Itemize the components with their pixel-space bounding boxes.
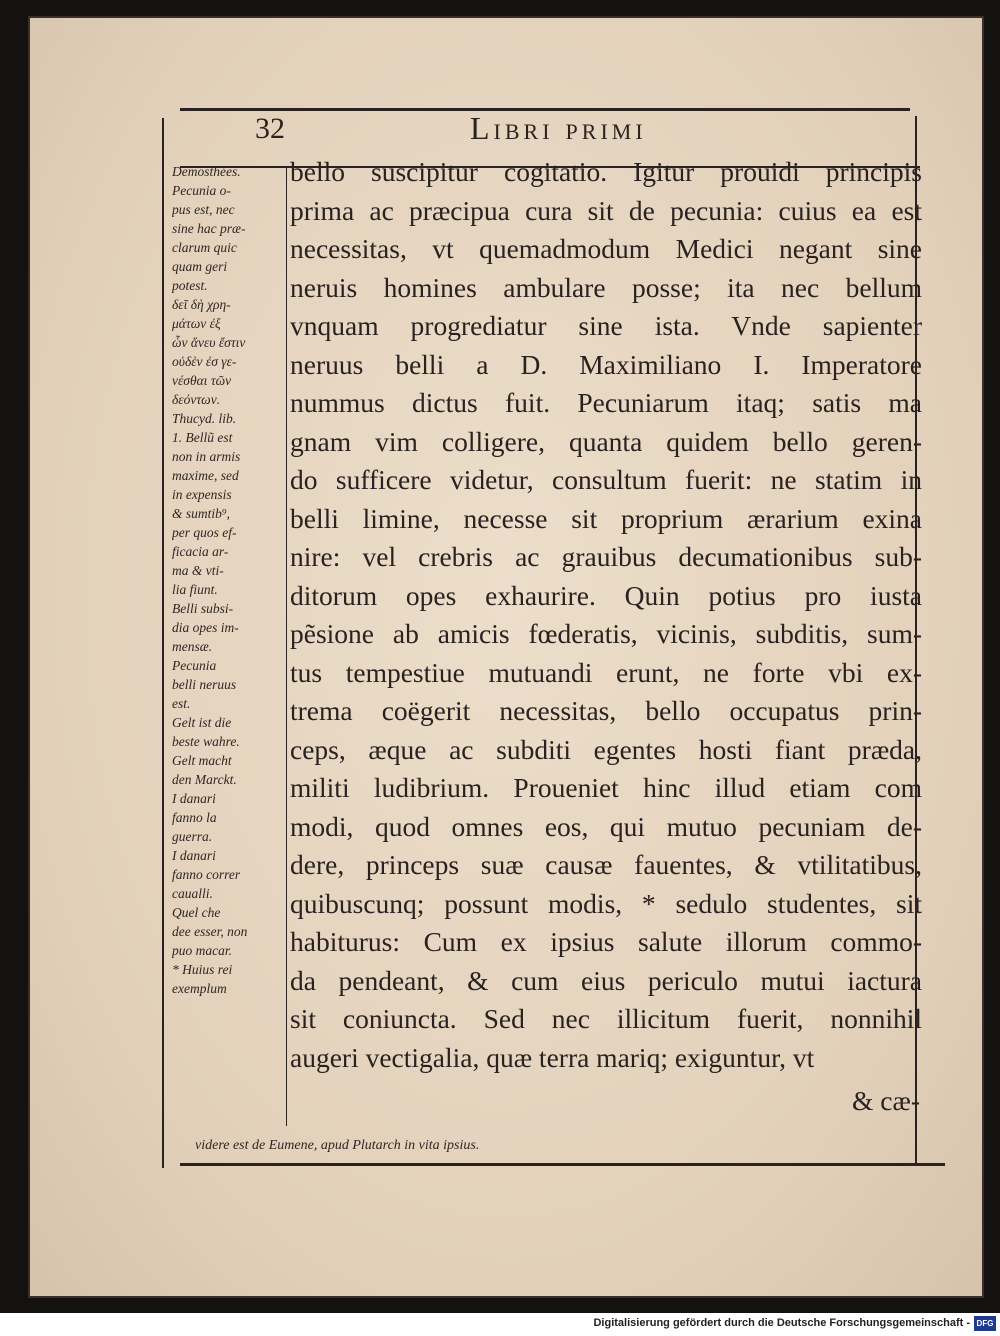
margin-note-line: * Huius rei	[172, 962, 233, 977]
margin-note-line: Gelt macht	[172, 753, 232, 768]
dfg-logo: DFG	[974, 1316, 996, 1331]
margin-note-line: Thucyd. lib.	[172, 411, 237, 426]
text-line: neruis homines ambulare posse; ita nec bellum	[290, 271, 922, 303]
text-line: da pendeant, & cum eius periculo mutui iactura	[290, 964, 922, 996]
page-number: 32	[255, 112, 285, 145]
margin-note-line: est.	[172, 696, 191, 711]
footnote: videre est de Eumene, apud Plutarch in vita ipsius.	[195, 1138, 480, 1153]
margin-note-line: δεόντων.	[172, 392, 221, 407]
margin-note-line: Quel che	[172, 905, 221, 920]
margin-note-line: belli neruus	[172, 677, 237, 692]
text-line: pẽsione ab amicis fœderatis, vicinis, subditis, sum-	[290, 618, 922, 649]
margin-note-line: Gelt ist die	[172, 715, 232, 730]
margin-note-line: & sumtib⁹,	[172, 506, 230, 521]
margin-note-line: potest.	[172, 278, 208, 293]
margin-notes	[172, 162, 292, 998]
text-line: dere, princeps suæ causæ fauentes, & vtilitatibus,	[290, 849, 922, 880]
margin-note-line: δεῖ δὴ χρη-	[172, 297, 231, 312]
text-line: ceps, æque ac subditi egentes hosti fiant præda,	[290, 733, 922, 765]
text-line: modi, quod omnes eos, qui mutuo pecuniam de-	[290, 810, 922, 842]
margin-note-line: guerra.	[172, 829, 213, 844]
text-line: quibuscunq; possunt modis, * sedulo studentes, sit	[290, 887, 922, 919]
text-line: neruus belli a D. Maximiliano I. Imperatore	[290, 348, 922, 380]
running-title: Libri primi	[470, 110, 647, 146]
text-line: habiturus: Cum ex ipsius salute illorum commo-	[290, 926, 922, 957]
footer-bar	[0, 1313, 1000, 1336]
text-line: tus tempestiue mutuandi erunt, ne forte vbi ex-	[290, 656, 922, 688]
margin-note-line: μάτων ἐξ	[172, 316, 221, 331]
text-line: trema coëgerit necessitas, bello occupatus prin-	[290, 695, 922, 726]
footer-credit: Digitalisierung gefördert durch die Deutsche Forschungsgemeinschaft -	[593, 1317, 970, 1329]
margin-note-line: I danari	[172, 848, 216, 863]
margin-note-line: caualli.	[172, 886, 213, 901]
margin-note-line: beste wahre.	[172, 734, 240, 749]
left-border-rule	[162, 118, 164, 1168]
text-line: vnquam progrediatur sine ista. Vnde sapienter	[290, 310, 922, 341]
margin-note-line: I danari	[172, 791, 216, 806]
text-line: nummus dictus fuit. Pecuniarum itaq; satis ma	[290, 387, 922, 418]
margin-note-line: ficacia ar-	[172, 544, 229, 559]
text-line: bello suscipitur cogitatio. Igitur prouidi principis	[290, 156, 922, 187]
margin-note-line: ὧν ἄνευ ἔστιν	[172, 335, 246, 350]
margin-note-line: οὐδὲν ἐσ γε-	[172, 354, 237, 369]
margin-note-line: puo macar.	[172, 943, 232, 958]
margin-note-line: maxime, sed	[172, 468, 239, 483]
margin-note-line: clarum quic	[172, 240, 237, 255]
text-line: augeri vectigalia, quæ terra mariq; exiguntur, vt	[290, 1041, 815, 1073]
margin-note-line: Demosthées.	[172, 164, 241, 179]
catchword: & cæ-	[852, 1085, 920, 1116]
margin-note-line: 1. Bellũ est	[172, 430, 233, 445]
margin-note-line: quam geri	[172, 259, 228, 274]
margin-note-line: νέσθαι τῶν	[172, 373, 232, 388]
text-line: prima ac præcipua cura sit de pecunia: cuius ea est	[290, 194, 922, 226]
margin-note-line: Belli subsi-	[172, 601, 234, 616]
margin-note-line: Pecunia	[172, 658, 217, 673]
margin-note-line: fanno la	[172, 810, 217, 825]
margin-note-line: sine hac præ-	[172, 221, 246, 236]
margin-note-line: exemplum	[172, 981, 227, 996]
margin-note-line: den Marckt.	[172, 772, 237, 787]
text-line: nire: vel crebris ac grauibus decumationibus sub-	[290, 541, 922, 572]
margin-note-line: per quos ef-	[172, 525, 237, 540]
margin-note-line: mensæ.	[172, 639, 213, 654]
text-line: do sufficere videtur, consultum fuerit: ne statim in	[290, 464, 922, 495]
margin-note-line: fanno correr	[172, 867, 241, 882]
margin-note-line: dee esser, non	[172, 924, 248, 939]
margin-note-line: pus est, nec	[172, 202, 235, 217]
margin-note-line: Pecunia o-	[172, 183, 231, 198]
margin-note-line: ma & vti-	[172, 563, 224, 578]
margin-note-line: lia fiunt.	[172, 582, 218, 597]
margin-note-line: dia opes im-	[172, 620, 239, 635]
text-line: necessitas, vt quemadmodum Medici negant sine	[290, 233, 922, 264]
text-line: sit coniuncta. Sed nec illicitum fuerit, nonnihil	[290, 1003, 922, 1034]
margin-note-line: non in armis	[172, 449, 241, 464]
text-line: ditorum opes exhaurire. Quin potius pro iusta	[290, 579, 922, 611]
text-line: militi ludibrium. Proueniet hinc illud etiam com	[290, 772, 922, 803]
text-line: belli limine, necesse sit proprium ærarium exina	[290, 502, 922, 534]
main-text-block	[290, 153, 922, 1077]
footer-rule	[180, 1163, 945, 1166]
margin-note-line: in expensis	[172, 487, 232, 502]
text-line: gnam vim colligere, quanta quidem bello geren-	[290, 425, 922, 457]
